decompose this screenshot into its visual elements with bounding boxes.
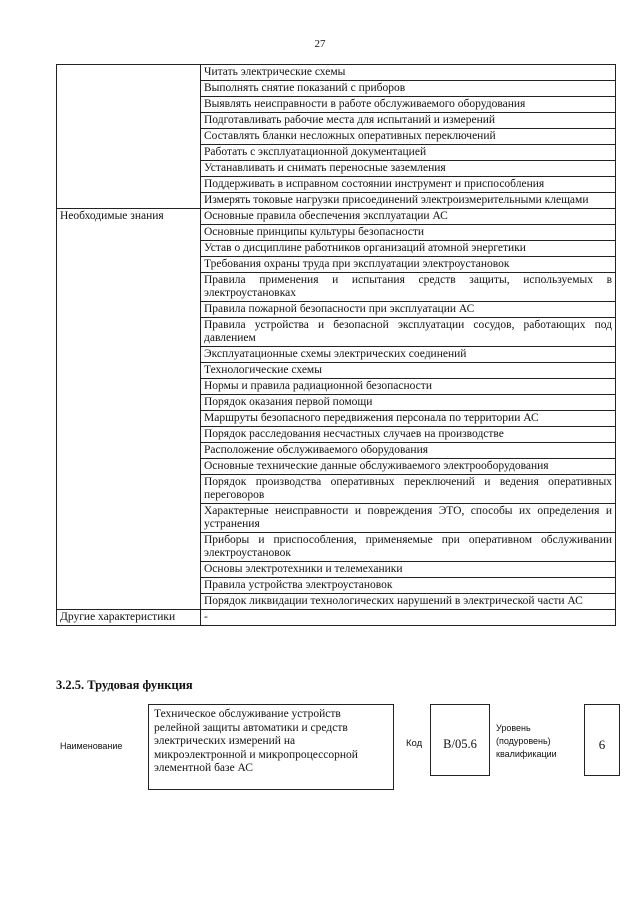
item-cell: Выявлять неисправности в работе обслуживаемого оборудования <box>201 97 616 113</box>
table-row <box>57 65 616 81</box>
item-cell: Читать электрические схемы <box>201 65 616 81</box>
name-label: Наименование <box>60 741 123 751</box>
item-cell: Подготавливать рабочие места для испытаний и измерений <box>201 113 616 129</box>
item-cell: Порядок расследования несчастных случаев на производстве <box>201 427 616 443</box>
name-value-box: Техническое обслуживание устройств релейной защиты автоматики и средств электрических измерений на микроэлектронной и микропроцессорной элементной базе АС <box>148 704 394 790</box>
item-cell: Порядок ликвидации технологических нарушений в электрической части АС <box>201 594 616 610</box>
item-cell: Эксплуатационные схемы электрических соединений <box>201 347 616 363</box>
item-cell: Основные правила обеспечения эксплуатации АС <box>201 209 616 225</box>
table-row <box>57 209 616 225</box>
section-label-cell: Другие характеристики <box>57 610 201 626</box>
section-label-cell: Необходимые знания <box>57 209 201 610</box>
section-heading: 3.2.5. Трудовая функция <box>56 678 193 692</box>
item-cell: Расположение обслуживаемого оборудования <box>201 443 616 459</box>
requirements-table-body <box>57 65 616 626</box>
item-cell: Порядок производства оперативных переключений и ведения оперативных переговоров <box>201 475 616 504</box>
item-cell: Требования охраны труда при эксплуатации электроустановок <box>201 257 616 273</box>
item-cell: Измерять токовые нагрузки присоединений электроизмерительными клещами <box>201 193 616 209</box>
item-cell: Устанавливать и снимать переносные заземления <box>201 161 616 177</box>
item-cell: Правила устройства и безопасной эксплуатации сосудов, работающих под давлением <box>201 318 616 347</box>
requirements-table <box>56 64 616 626</box>
item-cell: Характерные неисправности и повреждения ЭТО, способы их определения и устранения <box>201 504 616 533</box>
item-cell: Основы электротехники и телемеханики <box>201 562 616 578</box>
item-cell: Нормы и правила радиационной безопасности <box>201 379 616 395</box>
code-label: Код <box>406 738 423 749</box>
section-label-cell <box>57 65 201 209</box>
item-cell: Приборы и приспособления, применяемые при оперативном обслуживании электроустановок <box>201 533 616 562</box>
item-cell: Устав о дисциплине работников организаций атомной энергетики <box>201 241 616 257</box>
item-cell: Поддерживать в исправном состоянии инструмент и приспособления <box>201 177 616 193</box>
item-cell: Правила устройства электроустановок <box>201 578 616 594</box>
item-cell: Выполнять снятие показаний с приборов <box>201 81 616 97</box>
item-cell: Работать с эксплуатационной документацией <box>201 145 616 161</box>
qualification-level-box: 6 <box>584 704 620 776</box>
labor-function-block <box>56 704 621 804</box>
item-cell: - <box>201 610 616 626</box>
table-row <box>57 610 616 626</box>
item-cell: Правила пожарной безопасности при эксплуатации АС <box>201 302 616 318</box>
item-cell: Технологические схемы <box>201 363 616 379</box>
item-cell: Маршруты безопасного передвижения персонала по территории АС <box>201 411 616 427</box>
qualification-level-label: Уровень (подуровень) квалификации <box>496 723 557 759</box>
page-number: 27 <box>314 38 326 50</box>
item-cell: Составлять бланки несложных оперативных переключений <box>201 129 616 145</box>
code-value-box: B/05.6 <box>430 704 490 776</box>
item-cell: Основные принципы культуры безопасности <box>201 225 616 241</box>
item-cell: Правила применения и испытания средств защиты, используемых в электроустановках <box>201 273 616 302</box>
item-cell: Основные технические данные обслуживаемого электрооборудования <box>201 459 616 475</box>
item-cell: Порядок оказания первой помощи <box>201 395 616 411</box>
